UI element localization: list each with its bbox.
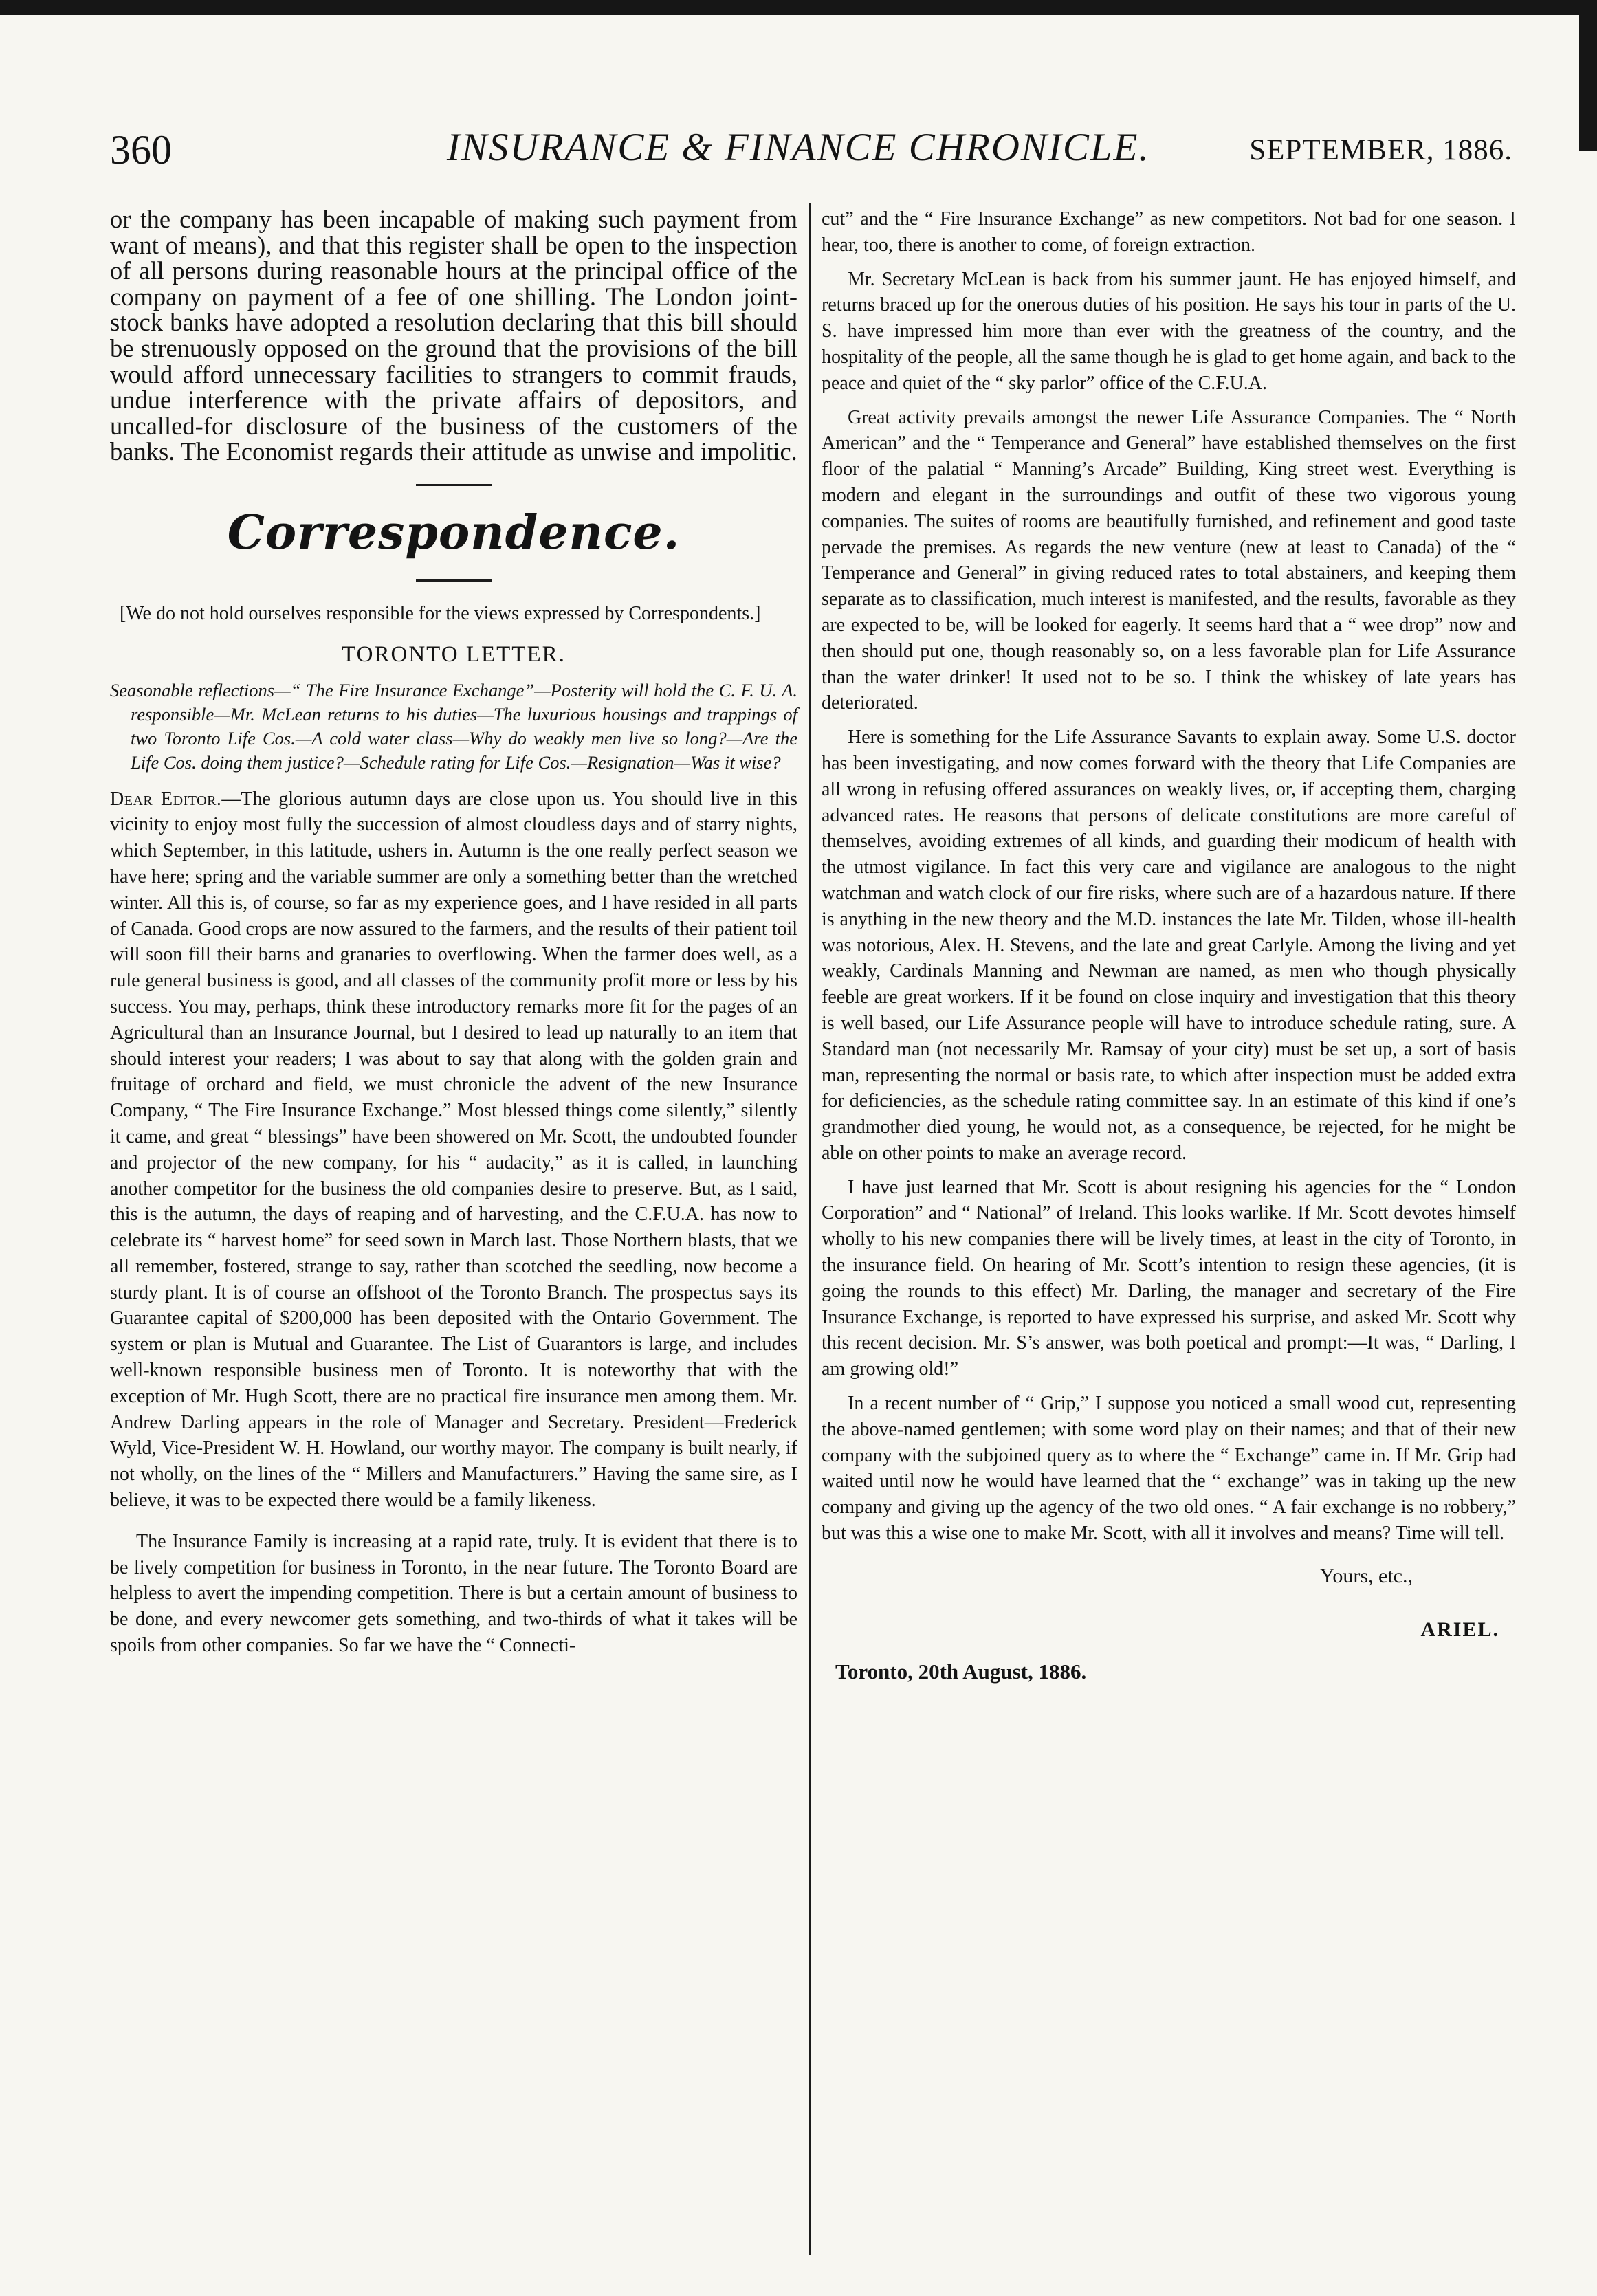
journal-title: INSURANCE & FINANCE CHRONICLE.: [447, 126, 1150, 169]
signature: ARIEL.: [1420, 1618, 1499, 1641]
sign-off: Yours, etc.,: [1319, 1564, 1413, 1587]
page-number: 360: [110, 127, 172, 173]
letter-paragraph: [110, 786, 797, 1514]
letter-paragraph: cut” and the “ Fire Insurance Exchange” as new competitors. Not bad for one season. I hear, too, there is another to come, of foreign extraction.: [822, 208, 1516, 256]
right-column: [822, 206, 1516, 1684]
letter-subheads: Seasonable reflections—“ The Fire Insurance Exchange”—Posterity will hold the C. F. U. A. responsible—Mr. McLean returns to his duties—The luxurious housings and trappings of two Toronto Life Cos.—A cold water class—Why do weakly men live so long?—Are the Life Cos. doing them justice?—Schedule rating for Life Cos.—Resignation—Was it wise?: [110, 679, 797, 773]
column-divider: [809, 203, 811, 2255]
letter-paragraph: The Insurance Family is increasing at a rapid rate, truly. It is evident that there is to be lively competition for business in Toronto, in the near future. The Toronto Board are helpless to avert the impending competition. There is but a certain amount of business to be done, and every newcomer gets something, and two-thirds of what it takes will be spoils from other companies. So far we have the “ Connecti-: [110, 1530, 797, 1657]
letter-title: TORONTO LETTER.: [342, 641, 566, 667]
continued-article-text: or the company has been incapable of making such payment from want of means), and that this register shall be open to the inspection of all persons during reasonable hours at the principal office of the company on payment of a fee of one shilling. The London joint-stock banks have adopted a resolution declaring that this bill should be strenuously opposed on the ground that the provisions of the bill would afford unnecessary facilities to strangers to commit frauds, undue interference with the private affairs of depositors, and uncalled-for disclosure of the business of the customers of the banks. The Economist regards their attitude as unwise and impolitic.: [110, 205, 797, 466]
salutation: Dear Editor.: [110, 788, 222, 810]
page-header: [110, 124, 1512, 179]
letter-paragraph: In a recent number of “ Grip,” I suppose you noticed a small wood cut, representing the above-named gentlemen; with some word play on their names; and that of their new company with the subjoined query as to where the “ Exchange” came in. If Mr. Grip had waited until now he would have learned that the “ exchange” was in taking up the new company and giving up the agency of the two old ones. “ A fair exchange is no robbery,” but was this a wise one to make Mr. Scott, with all it involves and means? Time will tell.: [822, 1393, 1516, 1545]
section-divider: [416, 484, 492, 486]
editorial-disclaimer: [We do not hold ourselves responsible for the views expressed by Correspondents.]: [120, 602, 761, 624]
issue-date: SEPTEMBER, 1886.: [1249, 134, 1512, 166]
section-divider: [416, 579, 492, 582]
letter-paragraph: I have just learned that Mr. Scott is about resigning his agencies for the “ London Corporation” and “ National” of Ireland. This looks warlike. If Mr. Scott devotes himself wholly to his new companies there will be lively times, at least in the city of Toronto, in the insurance field. On hearing of Mr. Scott’s intention to resign these agencies, (it is going the rounds to this effect) Mr. Darling, the manager and secretary of the Fire Insurance Exchange, is reported to have expressed his surprise, and asked Mr. Scott why this recent decision. Mr. S’s answer, was both poetical and prompt:—It was, “ Darling, I am growing old!”: [822, 1176, 1516, 1380]
section-heading: Correspondence.: [227, 505, 681, 560]
right-edge-shadow: [1579, 0, 1597, 151]
letter-paragraph: Mr. Secretary McLean is back from his summer jaunt. He has enjoyed himself, and returns braced up for the onerous duties of his position. He says his tour in parts of the U. S. have impressed him more than ever with the greatness of the country, and the hospitality of the people, all the same though he is glad to get home again, and back to the peace and quiet of the “ sky parlor” office of the C.F.U.A.: [822, 268, 1516, 394]
letter-paragraph: Great activity prevails amongst the newer Life Assurance Companies. The “ North American” and the “ Temperance and General” have established themselves on the first floor of the palatial “ Manning’s Arcade” Building, King street west. Everything is modern and elegant in the surroundings and outfit of these two vigorous young companies. The suites of rooms are beautifully furnished, and refinement and good taste pervade the premises. As regards the new venture (new at least to Canada) of the “ Temperance and General” in giving reduced rates to total abstainers, and keeping them separate as to classification, much interest is manifested, and the results, favorable as they are expected to be, will be looked for eagerly. It seems hard that a “ wee drop” now and then should put one, though reasonably so, on a less favorable plan for Life Assurance than the water drinker! It used not to be so. I think the whiskey of late years has deteriorated.: [822, 406, 1516, 714]
letter-paragraph: Here is something for the Life Assurance Savants to explain away. Some U.S. doctor has been investigating, and now comes forward with the theory that Life Companies are all wrong in refusing offered assurances on weakly lives, or, if accepting them, charging advanced rates. He reasons that persons of delicate constitutions are more careful of themselves, avoiding extremes of all kinds, and guarding their modicum of health with the utmost vigilance. In fact this very care and vigilance are analogous to the night watchman and watch clock of our fire risks, where such are of a hazardous nature. If there is anything in the new theory and the M.D. instances the late Mr. Tilden, whose ill-health was notorious, Alex. H. Stevens, and the late and great Carlyle. Among the living and yet weakly, Cardinals Manning and Newman are named, as men who though physically feeble are great workers. If it be found on close inquiry and investigation that this theory is well based, our Life Assurance people will have to introduce schedule rating, sure. A Standard man (not necessarily Mr. Ramsay of your city) must be set up, a sort of basis man, representing the normal or basis rate, to which after inspection must be added extra for deficiencies, as the schedule rating committee say. In an estimate of this kind if one’s grandmother died young, he would not, as a consequence, be rejected, for he might be able on other points to make an average record.: [822, 727, 1516, 1164]
left-column: [110, 206, 797, 1659]
paragraph-text: —The glorious autumn days are close upon us. You should live in this vicinity to enjoy most fully the succession of almost cloudless days and of starry nights, which September, in this latitude, ushers in. Autumn is the one really perfect season we have here; spring and the variable summer are only a something better than the wretched winter. All this is, of course, so far as my experience goes, and I have resided in all parts of Canada. Good crops are now assured to the farmers, and the results of their patient toil will soon fill their barns and granaries to overflowing. When the farmer does well, as a rule general business is good, and all classes of the community profit more or less by his success. You may, perhaps, think these introductory remarks more fit for the pages of an Agricultural than an Insurance Journal, but I desired to lead up naturally to an item that should interest your readers; I was about to say that along with the golden grain and fruitage of orchard and field, we must chronicle the advent of the new Insurance Company, “ The Fire Insurance Exchange.” Most blessed things come silently,” silently it came, and great “ blessings” have been showered on Mr. Scott, the undoubted founder and projector of the new company, for his “ audacity,” as it is called, in launching another competitor for the business the old companies desire to preserve. But, as I said, this is the autumn, the days of reaping and of harvesting, and the C.F.U.A. has now to celebrate its “ harvest home” for seed sown in March last. Those Northern blasts, that we all remember, fostered, strange to say, rather than scotched the seedling, now become a sturdy plant. It is of course an offshoot of the Toronto Branch. The prospectus says its Guarantee capital of $200,000 has been deposited with the Ontario Government. The system or plan is Mutual and Guarantee. The List of Guarantors is large, and includes well-known responsible business men of Toronto. It is noteworthy that with the exception of Mr. Hugh Scott, there are no practical fire insurance men among them. Mr. Andrew Darling appears in the role of Manager and Secretary. President—Frederick Wyld, Vice-President W. H. Howland, our worthy mayor. The company is built nearly, if not wholly, on the lines of the “ Millers and Manufacturers.” Having the same sire, as I believe, it was to be expected there would be a family likeness.: [110, 788, 797, 1512]
top-border-rule: [0, 0, 1597, 15]
dateline: Toronto, 20th August, 1886.: [835, 1659, 1087, 1684]
